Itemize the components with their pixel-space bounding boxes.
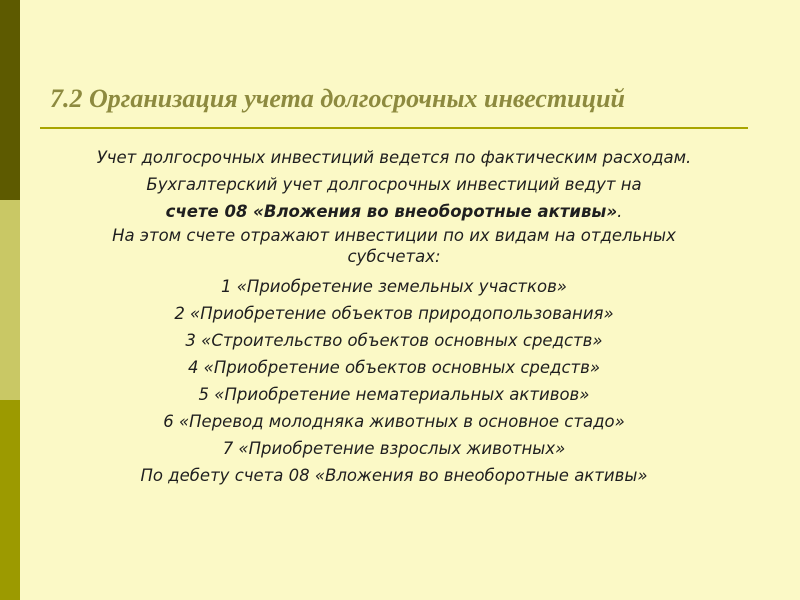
subaccount-item: 3 «Строительство объектов основных средств»: [185, 331, 603, 350]
paragraph-line: Учет долгосрочных инвестиций ведется по фактическим расходам.: [96, 148, 692, 167]
subaccount-item: 6 «Перевод молодняка животных в основное стадо»: [163, 412, 625, 431]
paragraph-line: Бухгалтерский учет долгосрочных инвестиций ведут на: [146, 175, 642, 194]
sidebar-decoration: [0, 0, 20, 600]
account-name: счете 08 «Вложения во внеоборотные активы»: [165, 202, 618, 221]
sidebar-segment-bottom: [0, 400, 20, 600]
account-line-end: .: [617, 202, 623, 221]
paragraph-line: По дебету счета 08 «Вложения во внеоборотные активы»: [140, 466, 648, 485]
paragraph-multiline: [40, 225, 748, 267]
paragraph-line: субсчетах:: [347, 247, 441, 266]
body-text: [40, 144, 748, 489]
paragraph-line: На этом счете отражают инвестиции по их видам на отдельных: [112, 226, 676, 245]
sidebar-segment-top: [0, 0, 20, 200]
subaccount-item: 1 «Приобретение земельных участков»: [221, 277, 567, 296]
page-title: 7.2 Организация учета долгосрочных инвестиций: [50, 84, 626, 113]
sidebar-segment-middle: [0, 200, 20, 400]
title-underline: [40, 127, 748, 129]
subaccount-item: 2 «Приобретение объектов природопользования»: [174, 304, 614, 323]
subaccount-item: 4 «Приобретение объектов основных средств»: [187, 358, 601, 377]
account-line: [40, 198, 748, 225]
subaccount-item: 5 «Приобретение нематериальных активов»: [198, 385, 590, 404]
subaccount-item: 7 «Приобретение взрослых животных»: [222, 439, 566, 458]
